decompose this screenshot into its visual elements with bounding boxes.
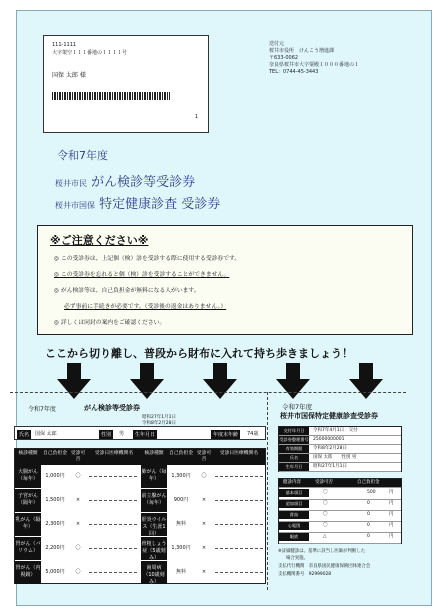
info-row	[279, 436, 401, 445]
clinic-blank	[89, 548, 137, 549]
clinic-blank	[89, 524, 137, 525]
info-label: 交付年月日	[279, 427, 309, 435]
cancer-coupon-grid	[14, 448, 266, 584]
recipient-postal: 111-1111	[52, 42, 77, 48]
fee-mark: 〇	[323, 490, 328, 495]
notice-item: ◎ この受診券を忘れると個（検）診を受診することができません。	[54, 272, 230, 278]
info-value: 25000000001	[313, 437, 345, 442]
fee-unit: 円	[389, 523, 394, 528]
notice-item: 必ず事前に手続きが必要です。（受診後の返金はありません。）	[64, 304, 227, 310]
header-eligible: 受診可否	[195, 449, 213, 465]
fee-mark: 〇	[323, 523, 328, 528]
header-eligible: 受診可否	[69, 449, 87, 465]
row-fee: 1,300円	[171, 545, 191, 551]
fee-row	[279, 489, 401, 500]
info-value: 国保 太郎 性別 男	[313, 455, 357, 460]
clinic-blank	[215, 500, 263, 501]
birth-label: 生年月日	[135, 432, 156, 438]
cancer-coupon-era: 令和7年度	[28, 406, 56, 413]
row-type: 胃がん（バリウム）	[15, 537, 41, 560]
header-type: 検診種類	[141, 449, 167, 465]
row-fee: 2,300円	[45, 521, 65, 527]
title-cancer	[55, 171, 195, 190]
recipient-address: 大字架空１１１番地の１１１１号	[52, 50, 128, 56]
info-value: 令和7年4月1日 交付	[313, 428, 358, 433]
row-fee: 1,000円	[45, 473, 65, 479]
notice-item: ◎ がん検診等は、自己負担金が無料になる人がいます。	[54, 288, 200, 294]
row-mark: ×	[201, 521, 207, 527]
health-coupon-info	[278, 426, 402, 472]
info-value: 昭和27年1月1日	[313, 464, 347, 469]
sender-label: 送付元	[269, 41, 285, 47]
cancer-coupon	[14, 398, 266, 588]
info-row	[279, 445, 401, 454]
title-cancer-main: がん検診等受診券	[91, 175, 196, 190]
row-mark: ×	[201, 569, 207, 575]
fee-row	[279, 533, 401, 544]
clinic-blank	[89, 476, 137, 477]
clinic-blank	[89, 500, 137, 501]
info-value: 令和8年2月28日	[313, 446, 347, 451]
info-row	[279, 427, 401, 436]
fee-header: 自己負担金	[357, 480, 380, 485]
fee-label: 追加項目	[279, 500, 309, 508]
agency-line: 支払代行機関 奈良県国民健康保険団体連合会	[278, 564, 371, 569]
fee-amount: 500	[367, 490, 376, 495]
clinic-blank	[215, 476, 263, 477]
title-health-main: 特定健康診査 受診券	[99, 197, 221, 212]
notice-item: ◎ この受診券は、上記個（検）診を受診する際に使用する受診券です。	[54, 256, 241, 262]
fee-unit: 円	[389, 534, 394, 539]
sex-label: 性別	[101, 432, 112, 438]
header-fee: 自己負担金	[41, 449, 69, 465]
fee-row	[279, 500, 401, 511]
name-value: 国保 太郎	[35, 431, 57, 437]
row-mark: ×	[201, 497, 207, 503]
valid-date: 令和8年2月28日	[142, 421, 176, 426]
info-label: 有効期限	[279, 445, 309, 453]
row-mark: 〇	[75, 569, 81, 575]
row-mark: ×	[201, 545, 207, 551]
cancer-coupon-title: がん検診等受診券	[84, 404, 140, 412]
fee-amount: 0	[367, 523, 370, 528]
clinic-blank	[89, 572, 137, 573]
fee-unit: 円	[389, 501, 394, 506]
coupon-divider	[267, 392, 268, 590]
header-fee: 自己負担金	[167, 449, 195, 465]
age-label: 年度末年齢	[213, 432, 239, 438]
health-checkup-coupon	[272, 398, 402, 588]
fee-amount: 0	[367, 534, 370, 539]
fee-header: 受診可否	[315, 480, 333, 485]
cancer-coupon-dates	[142, 414, 176, 426]
birth-date: 昭和27年1月1日	[142, 415, 176, 420]
notice-box	[37, 225, 413, 335]
fee-amount: 0	[367, 501, 370, 506]
row-fee: 1,300円	[171, 473, 191, 479]
fee-mark: 〇	[323, 512, 328, 517]
fiscal-year: 令和7年度	[57, 149, 108, 162]
row-mark: ×	[75, 497, 81, 503]
header-type: 検診種類	[15, 449, 41, 465]
sender-tel: TEL：0744-45-3443	[269, 69, 319, 75]
fee-label: 貧血	[279, 511, 309, 519]
sex-value: 男	[119, 431, 125, 437]
note-line: 場合実施。	[286, 556, 308, 561]
row-type: 肺がん（毎年）	[141, 465, 167, 488]
fee-unit: 円	[389, 490, 394, 495]
fee-unit: 円	[389, 512, 394, 517]
fee-amount: 0	[367, 512, 370, 517]
barcode	[52, 92, 170, 100]
row-mark: 〇	[75, 545, 81, 551]
info-label: 生年月日	[279, 463, 309, 471]
health-coupon-title: 桜井市国保特定健康診査受診券	[280, 412, 378, 420]
sender-address: 奈良県桜井市大字粟殿１０００番地の１	[269, 62, 360, 68]
row-fee: 900円	[173, 497, 189, 503]
fee-mark: △	[323, 534, 327, 539]
sender-office: 桜井市役所 けんこう増進課	[269, 48, 335, 54]
sender-postal: 〒633-0062	[269, 55, 299, 61]
clinic-blank	[215, 548, 263, 549]
row-type: 乳がん（隔年）	[15, 513, 41, 536]
fee-label: 基本項目	[279, 489, 309, 497]
name-label: 氏名	[19, 432, 30, 438]
info-label: 氏名	[279, 454, 309, 462]
health-coupon-era: 令和7年度	[282, 403, 313, 411]
fee-row	[279, 511, 401, 522]
info-row	[279, 454, 401, 463]
fee-mark: 〇	[323, 501, 328, 506]
row-fee: 無料	[175, 569, 186, 575]
fee-label: 心電図	[279, 522, 309, 530]
header-clinic: 受診日医療機関名	[213, 449, 265, 465]
row-fee: 2,200円	[45, 545, 65, 551]
row-type: 歯周病（10歳刻み）	[141, 561, 167, 584]
row-mark: 〇	[201, 473, 207, 479]
row-type: 骨粗しょう症（5歳刻み）	[141, 537, 167, 560]
title-cancer-prefix: 桜井市民	[55, 179, 87, 188]
recipient-name: 国保 太郎 様	[52, 72, 86, 79]
header-clinic: 受診日医療機関名	[87, 449, 141, 465]
title-health-prefix: 桜井市国保	[55, 201, 95, 210]
row-type: 前立腺がん（毎年）	[141, 489, 167, 512]
page-number: 1	[194, 114, 198, 120]
notice-item: ◎ 詳しくは同封の案内をご確認ください。	[54, 320, 166, 326]
health-coupon-fees	[278, 478, 402, 544]
fee-row	[279, 522, 401, 533]
info-label: 受診券整理番号	[279, 437, 309, 442]
title-health	[55, 193, 220, 212]
clinic-blank	[215, 524, 263, 525]
info-row	[279, 463, 401, 472]
row-type: 胃がん（内視鏡）	[15, 561, 41, 584]
cut-instruction: ここから切り離し、普段から財布に入れて持ち歩きましょう！	[45, 347, 353, 360]
row-fee: 無料	[175, 521, 186, 527]
notice-heading: ※ご注意ください※	[50, 234, 149, 247]
row-fee: 5,000円	[45, 569, 65, 575]
address-window	[43, 35, 209, 133]
cancer-coupon-namebar	[14, 426, 266, 440]
agency-number: 支払機関番号 92999028	[278, 572, 332, 577]
row-fee: 1,500円	[45, 497, 65, 503]
row-type: 子宮がん（隔年）	[15, 489, 41, 512]
row-mark: 〇	[75, 473, 81, 479]
sender-block	[269, 41, 359, 76]
clinic-blank	[215, 572, 263, 573]
row-type: 肝炎ウイルス（生涯1回）	[141, 513, 167, 536]
fee-label: 眼底	[279, 533, 309, 541]
row-mark: ×	[75, 521, 81, 527]
note-line: ※詳細健診は、基準に該当し医師が判断した	[278, 549, 366, 554]
fee-header-row	[279, 479, 401, 488]
row-type: 大腸がん（毎年）	[15, 465, 41, 488]
age-value: 74歳	[247, 431, 259, 437]
fee-header: 健診内容	[283, 480, 301, 485]
